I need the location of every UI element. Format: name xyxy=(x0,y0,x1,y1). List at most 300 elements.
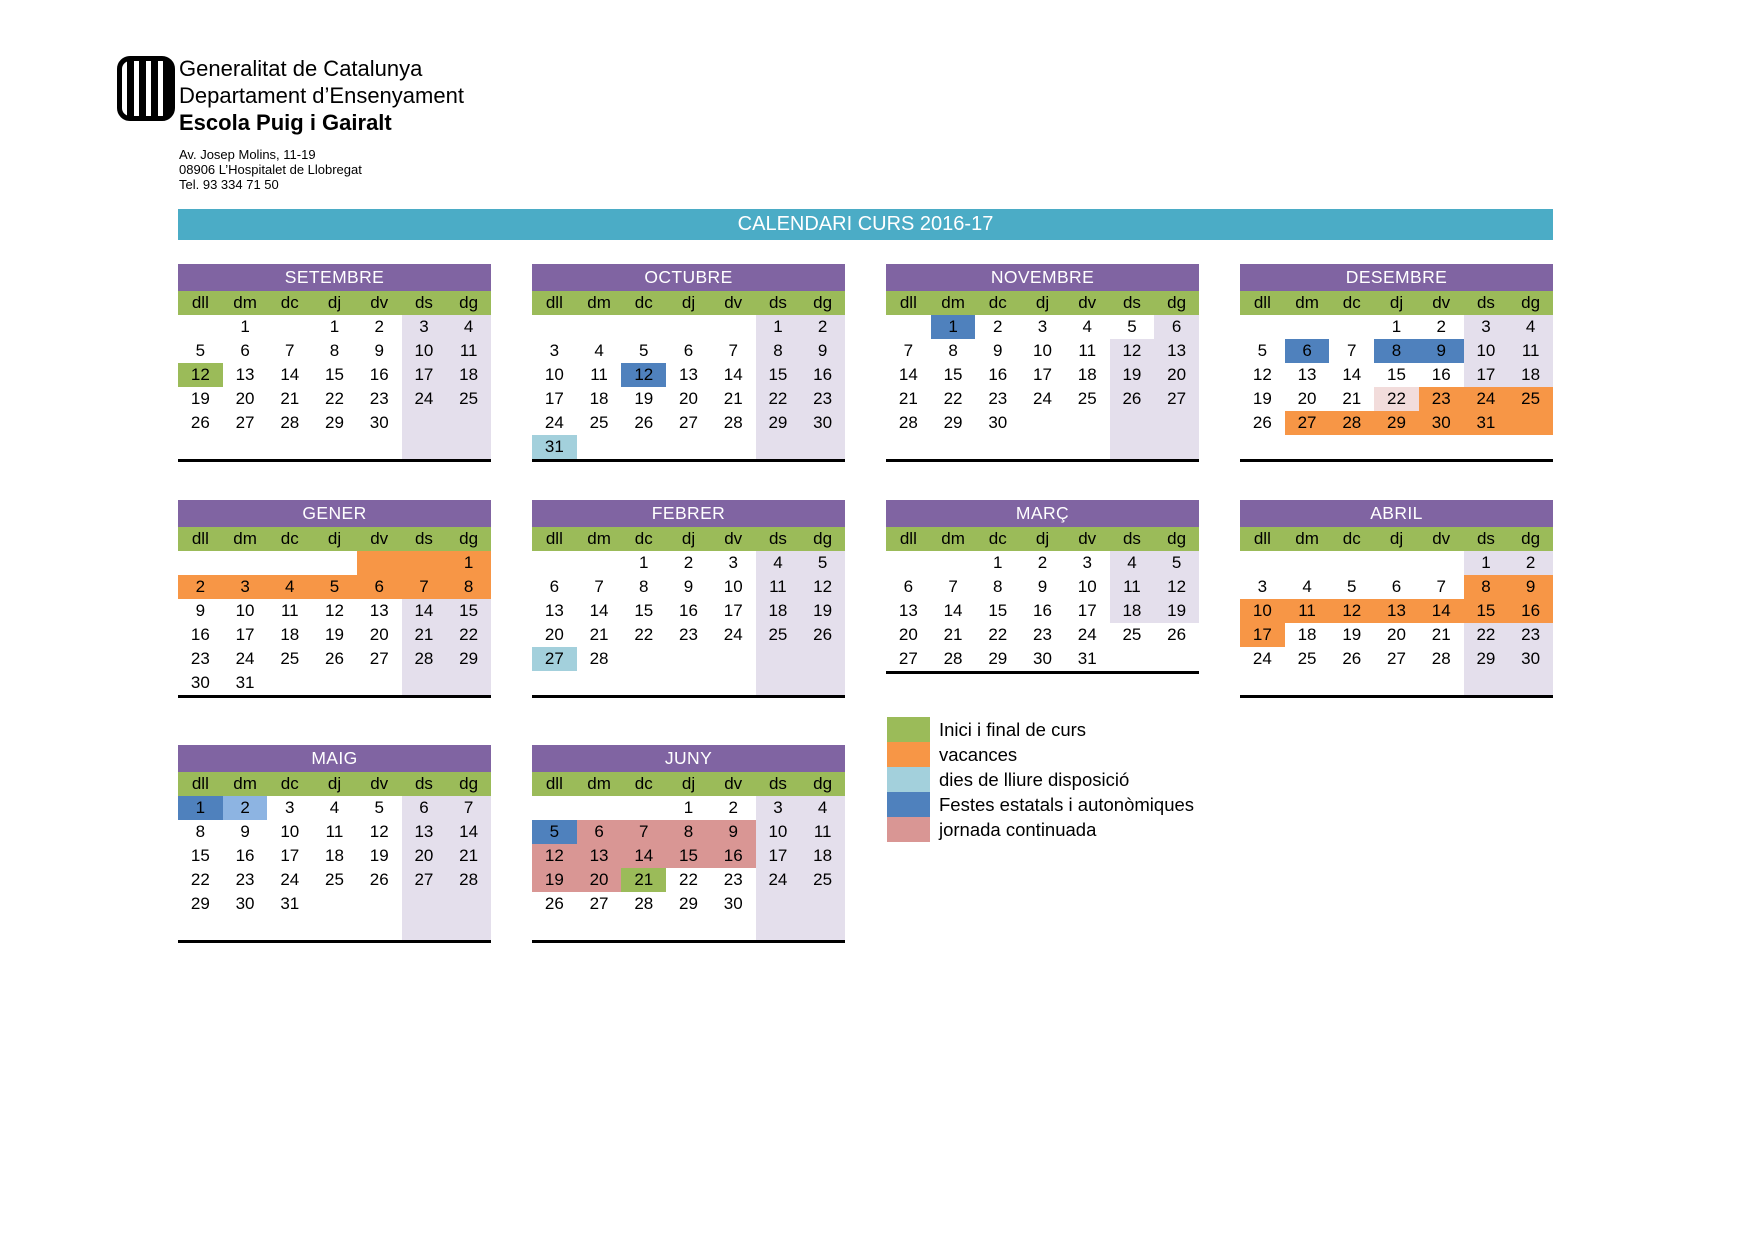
day-cell xyxy=(357,671,402,695)
day-cell: 22 xyxy=(446,623,491,647)
day-cell: 27 xyxy=(369,649,389,668)
day-cell: 8 xyxy=(639,577,649,596)
day-cell: 25 xyxy=(325,870,344,889)
day-cell xyxy=(1240,435,1285,459)
day-cell: 25 xyxy=(1508,387,1553,411)
day-cell: 8 xyxy=(446,575,491,599)
day-cell: 7 xyxy=(903,341,914,360)
day-cell: 24 xyxy=(723,625,743,644)
weekday-header: dg xyxy=(459,293,479,312)
month-octubre xyxy=(532,264,845,462)
day-cell: 17 xyxy=(402,363,447,387)
day-cell: 26 xyxy=(1110,387,1155,411)
weekday-header: dm xyxy=(941,293,965,312)
month-desembre xyxy=(1240,264,1553,462)
weekday-header-row xyxy=(532,291,845,315)
day-cell: 9 xyxy=(1508,575,1553,599)
weekday-header-row xyxy=(178,527,491,551)
day-cell: 17 xyxy=(1464,363,1509,387)
weekday-header: dc xyxy=(634,774,653,793)
day-cell: 10 xyxy=(402,339,447,363)
day-cell: 30 xyxy=(235,894,255,913)
day-cell: 1 xyxy=(1391,317,1402,336)
day-cell: 4 xyxy=(446,315,491,339)
weekday-header-row xyxy=(886,291,1199,315)
day-cell: 2 xyxy=(178,575,223,599)
day-cell xyxy=(446,892,491,916)
school-name: Escola Puig i Gairalt xyxy=(179,110,392,135)
day-cell: 19 xyxy=(532,868,577,892)
day-cell: 28 xyxy=(589,649,609,668)
day-cell: 25 xyxy=(280,649,300,668)
day-cell xyxy=(621,796,666,820)
day-cell xyxy=(402,435,447,459)
day-cell: 13 xyxy=(1297,365,1317,384)
month-title: DESEMBRE xyxy=(1240,264,1553,291)
day-cell xyxy=(267,435,312,459)
weekday-header: ds xyxy=(768,529,787,548)
day-cell: 9 xyxy=(374,341,384,360)
day-cell: 24 xyxy=(756,868,801,892)
day-cell xyxy=(1285,435,1330,459)
day-cell: 4 xyxy=(1110,551,1155,575)
day-cell: 24 xyxy=(280,870,300,889)
weekday-header: dc xyxy=(634,293,653,312)
day-cell: 10 xyxy=(1077,577,1097,596)
day-cell: 15 xyxy=(325,365,344,384)
day-cell xyxy=(1065,435,1110,459)
day-cell: 20 xyxy=(544,625,564,644)
day-cell: 21 xyxy=(446,844,491,868)
legend-swatch-g xyxy=(887,717,930,742)
weekday-header: dg xyxy=(813,293,833,312)
day-cell: 23 xyxy=(1508,623,1553,647)
weekday-header-row xyxy=(178,291,491,315)
org-line-2: Departament d’Ensenyament xyxy=(179,83,464,108)
day-cell xyxy=(402,551,447,575)
day-cell xyxy=(666,435,711,459)
day-cell: 6 xyxy=(1285,339,1330,363)
day-cell: 14 xyxy=(446,820,491,844)
day-cell: 10 xyxy=(235,601,255,620)
month-novembre xyxy=(886,264,1199,462)
day-cell: 24 xyxy=(235,649,255,668)
weekday-header: dll xyxy=(191,774,209,793)
legend-swatch-o xyxy=(887,742,930,767)
weekday-header: dv xyxy=(1078,293,1097,312)
day-cell xyxy=(1329,315,1374,339)
weekday-header: dg xyxy=(1167,293,1187,312)
day-cell: 2 xyxy=(728,798,738,817)
day-cell: 21 xyxy=(898,389,918,408)
day-cell xyxy=(223,916,268,940)
day-cell: 22 xyxy=(1374,387,1419,411)
day-cell: 13 xyxy=(577,844,622,868)
day-cell xyxy=(886,551,931,575)
org-line-1: Generalitat de Catalunya xyxy=(179,56,423,81)
day-cell xyxy=(1419,671,1464,695)
day-cell xyxy=(1020,435,1065,459)
weekday-header: dj xyxy=(327,774,342,793)
day-cell: 24 xyxy=(1464,387,1509,411)
day-cell: 12 xyxy=(532,844,577,868)
day-cell: 27 xyxy=(1387,649,1406,668)
month-juny xyxy=(532,745,845,943)
day-cell xyxy=(532,916,577,940)
day-cell: 31 xyxy=(1077,649,1097,668)
day-cell: 3 xyxy=(223,575,268,599)
day-cell xyxy=(621,435,666,459)
day-cell: 11 xyxy=(280,601,299,620)
day-cell: 29 xyxy=(679,894,698,913)
day-cell xyxy=(312,916,357,940)
legend-label: Festes estatals i autonòmiques xyxy=(939,793,1195,815)
day-cell: 5 xyxy=(374,798,384,817)
day-cell: 16 xyxy=(1033,601,1052,620)
day-cell: 26 xyxy=(1342,649,1362,668)
day-cell: 30 xyxy=(723,894,743,913)
day-cell: 1 xyxy=(683,798,694,817)
day-cell: 18 xyxy=(1508,363,1553,387)
day-cell: 18 xyxy=(280,625,300,644)
day-cell xyxy=(800,671,845,695)
day-cell: 24 xyxy=(544,413,564,432)
day-cell: 4 xyxy=(1508,315,1553,339)
day-cell: 10 xyxy=(544,365,564,384)
day-cell: 21 xyxy=(943,625,963,644)
day-cell: 16 xyxy=(711,844,756,868)
day-cell xyxy=(886,435,931,459)
day-cell: 18 xyxy=(589,389,609,408)
day-cell: 26 xyxy=(325,649,344,668)
weekday-header-row xyxy=(886,527,1199,551)
day-cell: 28 xyxy=(1431,649,1451,668)
weekday-header: dv xyxy=(1432,293,1451,312)
day-cell xyxy=(577,671,622,695)
month-title: GENER xyxy=(178,500,491,527)
day-cell: 25 xyxy=(1122,625,1142,644)
day-cell xyxy=(1374,551,1419,575)
day-cell: 21 xyxy=(1431,625,1451,644)
day-cell: 18 xyxy=(756,599,801,623)
day-cell: 26 xyxy=(190,413,210,432)
day-cell: 15 xyxy=(1387,365,1406,384)
day-cell: 3 xyxy=(549,341,560,360)
day-cell xyxy=(1508,411,1553,435)
day-cell: 8 xyxy=(1464,575,1509,599)
day-cell: 4 xyxy=(1302,577,1312,596)
day-cell: 8 xyxy=(756,339,801,363)
day-cell: 4 xyxy=(267,575,312,599)
day-cell: 7 xyxy=(285,341,295,360)
weekday-header: ds xyxy=(1476,293,1495,312)
day-cell xyxy=(1240,551,1285,575)
day-cell xyxy=(621,916,666,940)
day-cell xyxy=(756,892,801,916)
day-cell: 11 xyxy=(590,365,608,384)
month-day-grid xyxy=(178,315,491,459)
day-cell: 15 xyxy=(943,365,963,384)
day-cell xyxy=(1329,435,1374,459)
day-cell xyxy=(446,671,491,695)
weekday-header: dll xyxy=(899,529,917,548)
weekday-header: dv xyxy=(1078,529,1097,548)
day-cell: 29 xyxy=(1374,411,1419,435)
day-cell: 9 xyxy=(240,822,250,841)
day-cell xyxy=(931,435,976,459)
day-cell: 26 xyxy=(634,413,654,432)
weekday-header: dc xyxy=(988,529,1007,548)
day-cell: 8 xyxy=(195,822,206,841)
day-cell: 17 xyxy=(1240,623,1285,647)
day-cell: 29 xyxy=(756,411,801,435)
weekday-header-row xyxy=(1240,527,1553,551)
day-cell: 27 xyxy=(1285,411,1330,435)
weekday-header: dc xyxy=(634,529,653,548)
day-cell: 17 xyxy=(1077,601,1097,620)
day-cell xyxy=(756,435,801,459)
weekday-header: ds xyxy=(1476,529,1495,548)
day-cell xyxy=(223,435,268,459)
day-cell xyxy=(577,796,622,820)
day-cell: 7 xyxy=(1347,341,1357,360)
day-cell: 4 xyxy=(800,796,845,820)
legend xyxy=(887,717,1194,842)
day-cell: 27 xyxy=(679,413,698,432)
day-cell: 10 xyxy=(280,822,300,841)
day-cell: 5 xyxy=(195,341,206,360)
day-cell: 1 xyxy=(178,796,223,820)
weekday-header: dll xyxy=(899,293,917,312)
weekday-header: dll xyxy=(191,529,209,548)
weekday-header: dj xyxy=(681,774,696,793)
day-cell: 5 xyxy=(1127,317,1137,336)
day-cell: 23 xyxy=(190,649,210,668)
day-cell xyxy=(1154,435,1199,459)
day-cell: 31 xyxy=(532,435,577,459)
day-cell: 5 xyxy=(1347,577,1357,596)
day-cell xyxy=(1329,551,1374,575)
day-cell: 23 xyxy=(988,389,1008,408)
day-cell xyxy=(1154,411,1199,435)
day-cell: 11 xyxy=(1285,599,1330,623)
weekday-header: dj xyxy=(1389,529,1404,548)
day-cell: 30 xyxy=(369,413,389,432)
day-cell: 27 xyxy=(235,413,255,432)
day-cell: 2 xyxy=(374,317,384,336)
month-day-grid xyxy=(886,551,1199,671)
day-cell: 30 xyxy=(1033,649,1052,668)
weekday-header: dm xyxy=(587,774,611,793)
day-cell xyxy=(1285,551,1330,575)
day-cell: 20 xyxy=(402,844,447,868)
day-cell: 1 xyxy=(931,315,976,339)
day-cell: 29 xyxy=(1464,647,1509,671)
day-cell xyxy=(267,551,312,575)
day-cell xyxy=(402,671,447,695)
weekday-header: dll xyxy=(191,293,209,312)
day-cell: 17 xyxy=(280,846,300,865)
weekday-header: dj xyxy=(681,293,696,312)
day-cell: 4 xyxy=(594,341,604,360)
day-cell: 23 xyxy=(369,389,389,408)
day-cell: 28 xyxy=(1329,411,1374,435)
weekday-header: dv xyxy=(724,293,743,312)
month-title: MARÇ xyxy=(886,500,1199,527)
day-cell: 22 xyxy=(988,625,1008,644)
day-cell: 2 xyxy=(1436,317,1446,336)
weekday-header: dc xyxy=(988,293,1007,312)
day-cell: 5 xyxy=(800,551,845,575)
day-cell: 27 xyxy=(402,868,447,892)
day-cell: 23 xyxy=(723,870,743,889)
day-cell: 3 xyxy=(1037,317,1048,336)
weekday-header: dll xyxy=(545,774,563,793)
day-cell: 21 xyxy=(621,868,666,892)
day-cell xyxy=(1419,551,1464,575)
day-cell xyxy=(577,551,622,575)
day-cell: 13 xyxy=(402,820,447,844)
weekday-header: dj xyxy=(1035,529,1050,548)
day-cell: 28 xyxy=(898,413,918,432)
month-gener xyxy=(178,500,491,698)
weekday-header: dj xyxy=(327,293,342,312)
day-cell: 25 xyxy=(756,623,801,647)
day-cell: 13 xyxy=(679,365,698,384)
day-cell: 31 xyxy=(235,673,255,692)
legend-item xyxy=(887,717,1194,742)
day-cell xyxy=(975,435,1020,459)
day-cell: 27 xyxy=(1154,387,1199,411)
day-cell: 15 xyxy=(756,363,801,387)
day-cell xyxy=(267,315,312,339)
day-cell: 27 xyxy=(898,649,918,668)
day-cell: 2 xyxy=(993,317,1003,336)
day-cell xyxy=(1110,435,1155,459)
day-cell: 29 xyxy=(446,647,491,671)
legend-label: vacances xyxy=(939,743,1018,765)
weekday-header: dg xyxy=(459,774,479,793)
day-cell: 23 xyxy=(800,387,845,411)
day-cell: 7 xyxy=(594,577,604,596)
day-cell: 19 xyxy=(1110,363,1155,387)
day-cell: 28 xyxy=(446,868,491,892)
day-cell xyxy=(621,671,666,695)
month-maig xyxy=(178,745,491,943)
weekday-header: ds xyxy=(768,293,787,312)
weekday-header: dll xyxy=(545,529,563,548)
day-cell: 9 xyxy=(711,820,756,844)
day-cell: 5 xyxy=(532,820,577,844)
day-cell xyxy=(931,551,976,575)
day-cell xyxy=(1110,411,1155,435)
weekday-header: dv xyxy=(370,293,389,312)
day-cell: 30 xyxy=(800,411,845,435)
legend-item xyxy=(887,792,1194,817)
day-cell xyxy=(1110,647,1155,671)
day-cell: 9 xyxy=(800,339,845,363)
header-address-block xyxy=(179,147,362,192)
day-cell: 8 xyxy=(1374,339,1419,363)
day-cell: 15 xyxy=(446,599,491,623)
day-cell xyxy=(357,435,402,459)
day-cell: 10 xyxy=(1033,341,1052,360)
address-line: Av. Josep Molins, 11-19 xyxy=(179,147,316,162)
day-cell: 23 xyxy=(679,625,698,644)
weekday-header: dg xyxy=(1521,529,1541,548)
day-cell xyxy=(532,796,577,820)
day-cell: 19 xyxy=(190,389,210,408)
day-cell: 12 xyxy=(621,363,666,387)
day-cell: 23 xyxy=(1033,625,1052,644)
day-cell: 22 xyxy=(679,870,698,889)
generalitat-logo-icon xyxy=(117,56,175,121)
weekday-header-row xyxy=(178,772,491,796)
day-cell: 12 xyxy=(1154,575,1199,599)
day-cell: 1 xyxy=(240,317,250,336)
day-cell xyxy=(357,916,402,940)
weekday-header: dm xyxy=(941,529,965,548)
month-title: NOVEMBRE xyxy=(886,264,1199,291)
day-cell: 14 xyxy=(723,365,743,384)
day-cell: 13 xyxy=(544,601,564,620)
weekday-header: ds xyxy=(414,774,433,793)
legend-label: dies de lliure disposició xyxy=(939,768,1130,790)
day-cell: 25 xyxy=(1077,389,1097,408)
day-cell: 13 xyxy=(235,365,255,384)
day-cell: 16 xyxy=(369,365,389,384)
day-cell: 13 xyxy=(1374,599,1419,623)
day-cell: 15 xyxy=(634,601,654,620)
day-cell xyxy=(800,435,845,459)
weekday-header: dc xyxy=(1342,293,1361,312)
day-cell: 17 xyxy=(235,625,255,644)
day-cell: 14 xyxy=(898,365,918,384)
day-cell xyxy=(577,916,622,940)
month-marc xyxy=(886,500,1199,674)
weekday-header: dm xyxy=(587,529,611,548)
day-cell: 3 xyxy=(728,553,738,572)
day-cell: 16 xyxy=(800,363,845,387)
day-cell xyxy=(1419,435,1464,459)
day-cell: 9 xyxy=(1419,339,1464,363)
day-cell xyxy=(800,647,845,671)
day-cell: 14 xyxy=(589,601,609,620)
weekday-header: dc xyxy=(1342,529,1361,548)
day-cell: 8 xyxy=(666,820,711,844)
legend-item xyxy=(887,767,1194,792)
day-cell: 20 xyxy=(898,625,918,644)
day-cell: 30 xyxy=(1508,647,1553,671)
day-cell: 19 xyxy=(369,846,389,865)
day-cell: 20 xyxy=(1297,389,1317,408)
day-cell: 19 xyxy=(1154,599,1199,623)
day-cell: 19 xyxy=(800,599,845,623)
weekday-header: dv xyxy=(370,529,389,548)
day-cell: 6 xyxy=(240,341,250,360)
day-cell: 10 xyxy=(756,820,801,844)
month-setembre xyxy=(178,264,491,462)
day-cell: 30 xyxy=(988,413,1008,432)
day-cell xyxy=(402,411,447,435)
day-cell: 13 xyxy=(369,601,389,620)
month-title: MAIG xyxy=(178,745,491,772)
day-cell xyxy=(312,671,357,695)
weekday-header: dll xyxy=(1253,293,1271,312)
day-cell: 22 xyxy=(1464,623,1509,647)
day-cell: 20 xyxy=(577,868,622,892)
day-cell: 6 xyxy=(549,577,560,596)
